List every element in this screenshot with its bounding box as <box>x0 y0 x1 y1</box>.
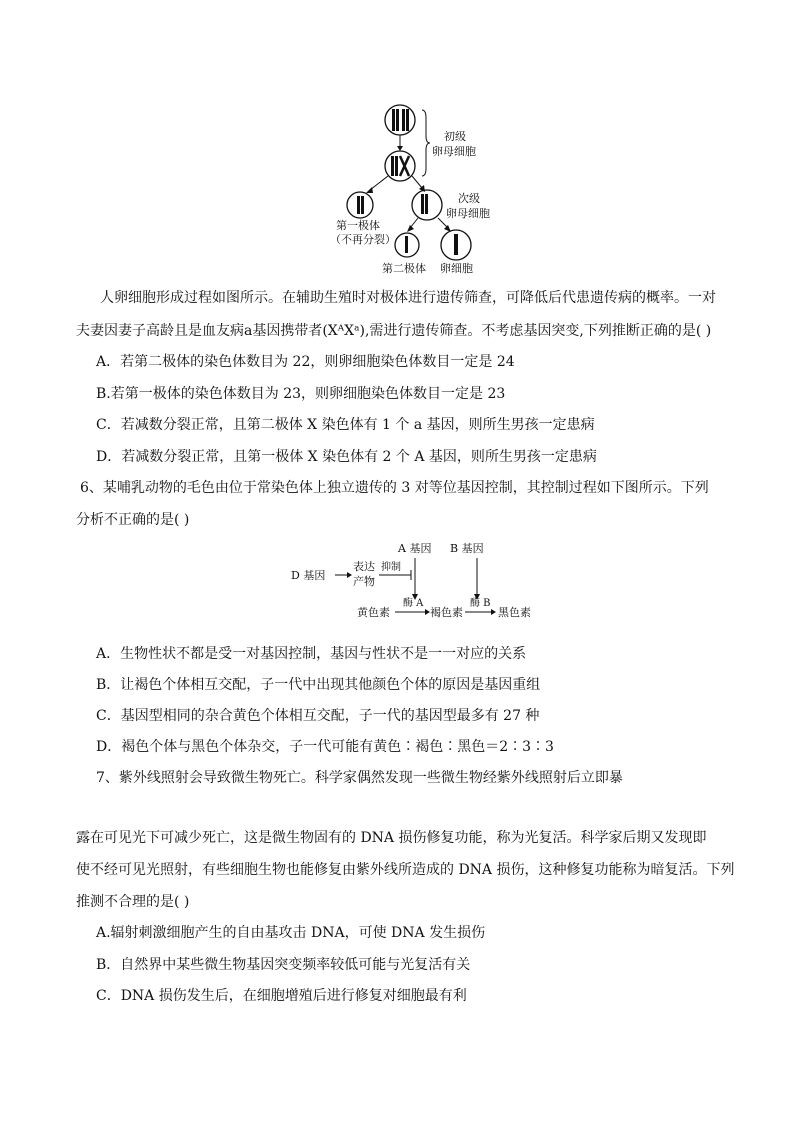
q5-option-d: D．若减数分裂正常，且第一极体 X 染色体有 2 个 A 基因，则所生男孩一定患病 <box>96 449 597 465</box>
label-egg: 卵细胞 <box>440 262 473 275</box>
q7-option-b: B．自然界中某些微生物基因突变频率较低可能与光复活有关 <box>96 957 471 973</box>
label-enzyme-a: 酶 A <box>403 598 424 609</box>
q6-option-c: C．基因型相同的杂合黄色个体相互交配，子一代的基因型最多有 27 种 <box>96 708 540 724</box>
label-expression-2: 产物 <box>353 575 375 588</box>
q6-option-d: D．褐色个体与黑色个体杂交，子一代可能有黄色∶褐色∶黑色＝2∶3∶3 <box>96 739 554 755</box>
primary-oocyte-crossing-cell <box>385 151 415 181</box>
q5-option-a: A．若第二极体的染色体数目为 22，则卵细胞染色体数目一定是 24 <box>96 354 515 370</box>
label-gene-a: A 基因 <box>398 542 432 555</box>
q7-stem-line1: 7、紫外线照射会导致微生物死亡。科学家偶然发现一些微生物经紫外线照射后立即暴 <box>96 770 623 786</box>
label-gene-d: D 基因 <box>291 569 326 582</box>
q5-stem-line1: 人卵细胞形成过程如图所示。在辅助生殖时对极体进行遗传筛查，可降低后代患遗传病的概率。一对 <box>100 290 716 306</box>
label-second-polar: 第二极体 <box>382 262 426 275</box>
primary-oocyte-cell <box>385 105 415 135</box>
q6-option-a: A．生物性状不都是受一对基因控制，基因与性状不是一一对应的关系 <box>96 646 527 662</box>
pigment-pathway-diagram <box>285 538 545 622</box>
q5-option-b: B.若第一极体的染色体数目为 23，则卵细胞染色体数目一定是 23 <box>96 386 506 402</box>
label-first-polar-line2: （不再分裂） <box>330 233 396 246</box>
q7-option-a: A.辐射刺激细胞产生的自由基攻击 DNA，可使 DNA 发生损伤 <box>96 925 486 941</box>
label-secondary-line2: 卵母细胞 <box>446 207 490 220</box>
label-secondary-line1: 次级 <box>458 192 480 205</box>
label-first-polar-line1: 第一极体 <box>336 219 380 232</box>
label-enzyme-b: 酶 B <box>470 598 491 609</box>
label-black-pigment: 黑色素 <box>498 606 531 619</box>
q6-stem-line2: 分析不正确的是( ) <box>76 512 190 528</box>
q5-stem-line2: 夫妻因妻子高龄且是血友病a基因携带者(XᴬXᵃ),需进行遗传筛查。不考虑基因突变,下列推断正确的是( ) <box>76 323 712 339</box>
label-primary-line2: 卵母细胞 <box>432 145 476 158</box>
label-brown-pigment: 褐色素 <box>430 606 463 619</box>
q7-stem-line3: 使不经可见光照射，有些细胞生物也能修复由紫外线所造成的 DNA 损伤，这种修复功能称为暗复活。下列 <box>76 862 735 878</box>
q6-option-b: B．让褐色个体相互交配，子一代中出现其他颜色个体的原因是基因重组 <box>96 677 541 693</box>
q7-option-c: C．DNA 损伤发生后，在细胞增殖后进行修复对细胞最有利 <box>96 988 467 1004</box>
label-gene-b: B 基因 <box>450 542 484 555</box>
q6-stem-line1: 6、某哺乳动物的毛色由位于常染色体上独立遗传的 3 对等位基因控制，其控制过程如下图所示。下列 <box>80 480 709 496</box>
q7-stem-line2: 露在可见光下可减少死亡，这是微生物固有的 DNA 损伤修复功能，称为光复活。科学家后期又发现即 <box>76 830 707 846</box>
label-yellow-pigment: 黄色素 <box>357 606 390 619</box>
label-primary-line1: 初级 <box>444 130 466 143</box>
q5-option-c: C．若减数分裂正常，且第二极体 X 染色体有 1 个 a 基因，则所生男孩一定患病 <box>96 417 595 433</box>
q7-stem-line4: 推测不合理的是( ) <box>76 894 190 910</box>
oocyte-formation-diagram <box>330 98 510 280</box>
label-inhibit: 抑制 <box>381 562 401 573</box>
label-expression-1: 表达 <box>353 560 375 573</box>
